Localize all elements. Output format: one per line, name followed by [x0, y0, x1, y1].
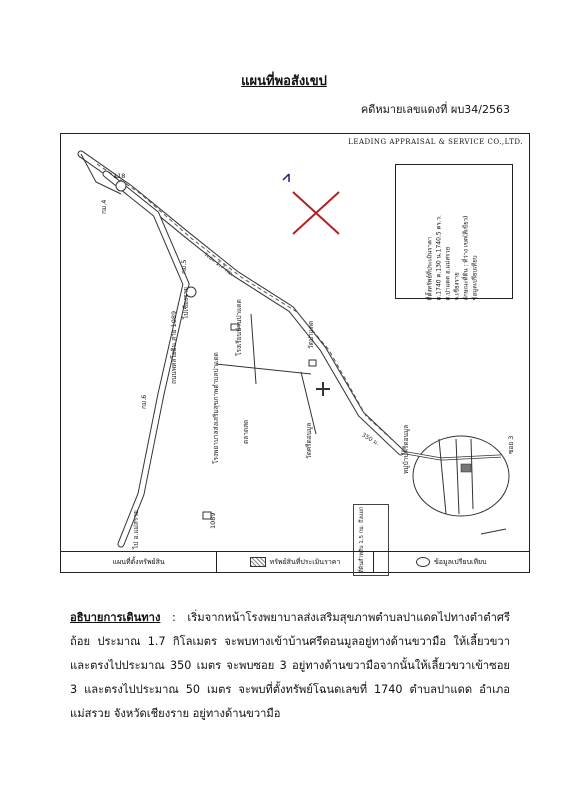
label-market: ตลาดสด: [242, 419, 250, 444]
circle-swatch-icon: [416, 557, 430, 567]
bottom-legend-appraised: ทรัพย์สินที่ประเมินราคา: [217, 552, 373, 572]
cross-road: [216, 364, 311, 374]
label-km5: กม.5: [180, 259, 188, 274]
side-note: ที่ดินสำหรับ 1.5 กม. ถึงแยก: [359, 506, 365, 573]
label-school: โรงเรียนบ้านปาแดด: [235, 299, 243, 356]
legend-line-4: จ.เชียงราย: [453, 272, 461, 301]
label-distance-350: 350 ม.: [360, 431, 381, 448]
label-km4: กม.4: [100, 199, 108, 214]
hospital-icon: [316, 382, 330, 396]
hatch-swatch-icon: [250, 557, 266, 567]
label-route-118: 118: [113, 172, 126, 180]
case-number: คดีหมายเลขแดงที่ ผบ34/2563: [360, 103, 510, 116]
label-temple2: วัดศรีดอนมูล: [305, 422, 313, 459]
village-circle: [413, 436, 509, 516]
document-title: แผนที่พอสังเขป: [241, 74, 327, 89]
label-to-maesuai: ไป อ.แม่สรวย: [132, 510, 140, 549]
legend-line-6: ข้อมูลเปรียบเทียบ: [471, 255, 479, 301]
red-x-mark: [293, 192, 339, 234]
label-distance-km: ระยะ 1.7 กม.: [202, 250, 236, 279]
bottom-legend-comparison: ข้อมูลเปรียบเทียบ: [374, 552, 529, 572]
legend-line-2: ต.1740 ต.130 น.1740.5 ตร.ว.: [435, 215, 443, 301]
label-to-chiangrai: ไปเชียงราย: [182, 287, 190, 319]
label-village: หมู่บ้านศรีดอนมูล: [402, 424, 410, 474]
legend-line-5: ลักษณะที่ดิน : ที่ว่าง เขต(สีเขียว): [462, 215, 470, 301]
legend-line-3: ต.ปาแดด อ.แม่สรวย: [444, 246, 452, 301]
label-soi3: ซอย 3: [507, 435, 515, 454]
sketch-map: [60, 133, 530, 573]
label-hospital: โรงพยาบาลส่งเสริมสุขภาพตำบลปาแดด: [212, 352, 220, 464]
label-route-1089: 1089: [209, 512, 217, 529]
north-arrow: [283, 174, 289, 182]
legend-line-1: ที่ตั้งทรัพย์ที่ประเมินราคา: [426, 236, 434, 301]
label-wat: วัดปาแดด: [307, 320, 315, 349]
bottom-legend-property-location: แผนที่ตั้งทรัพย์สิน: [61, 552, 217, 572]
map-legend: [395, 164, 513, 299]
label-highway: ถนนพหลโยธิน สาย 1089: [170, 310, 178, 384]
map-bottom-legend: [61, 551, 529, 572]
directions-text: : เริ่มจากหน้าโรงพยาบาลส่งเสริมสุขภาพตำบลปาแดดไปทางตำตำศรีถ้อย ประมาณ 1.7 กิโลเมตร จะพบทางเข้าบ้านศรีดอนมูลอยู่ทางด้านขวามือ ให้เลี้ยวขวาและตรงไปประมาณ 350 เมตร จะพบซอย 3 อยู่ทางด้านขวามือจากนั้นให้เลี้ยวขวาเข้าซอย 3 และตรงไปประมาณ 50 เมตร จะพบที่ตั้งทรัพย์โฉนดเลขที่ 1740 ตำบลปาแดด อำเภอแม่สรวย จังหวัดเชียงราย อยู่ทางด้านขวามือ: [70, 611, 510, 720]
property-marker: [461, 464, 471, 472]
directions-paragraph: [70, 606, 510, 726]
directions-heading: อธิบายการเดินทาง: [70, 611, 161, 624]
label-km6: กม.6: [140, 394, 148, 409]
company-name: LEADING APPRAISAL & SERVICE CO.,LTD.: [348, 138, 523, 146]
